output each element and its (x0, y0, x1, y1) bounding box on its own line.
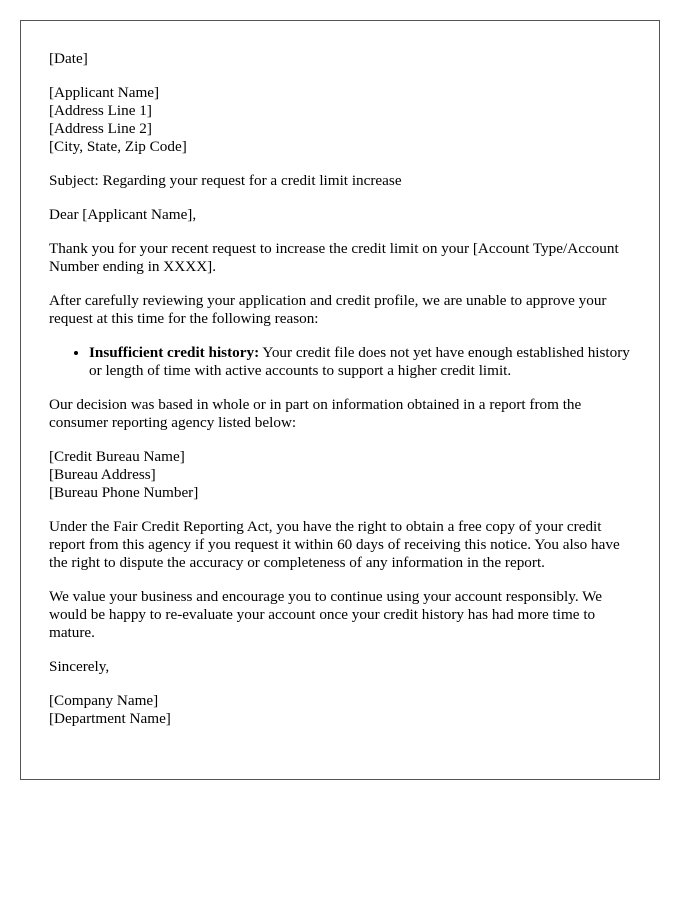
letter-salutation: Dear [Applicant Name], (49, 206, 197, 223)
letter-subject: Subject: Regarding your request for a credit limit increase (49, 172, 402, 189)
recipient-address-line-2: [Address Line 2] (49, 120, 152, 137)
paragraph-report-source: Our decision was based in whole or in part on information obtained in a report from the consumer reporting agency listed below: (49, 396, 582, 431)
letter-page (20, 20, 660, 780)
signature-department: [Department Name] (49, 710, 171, 727)
paragraph-fcra-rights: Under the Fair Credit Reporting Act, you have the right to obtain a free copy of your credit report from this agency if you request it within 60 days of receiving this notice. You also have the right to dispute the accuracy or completeness of any information in the report. (49, 518, 620, 571)
reason-list (49, 344, 631, 380)
recipient-name: [Applicant Name] (49, 84, 160, 101)
reason-text: Your credit file does not yet have enough established history or length of time with active accounts to support a higher credit limit. (89, 344, 630, 379)
paragraph-closing-note: We value your business and encourage you to continue using your account responsibly. We would be happy to re-evaluate your account once your credit history has had more time to mature. (49, 588, 603, 641)
letter-date: [Date] (49, 50, 88, 67)
paragraph-decision: After carefully reviewing your application and credit profile, we are unable to approve your request at this time for the following reason: (49, 292, 607, 327)
reason-label: Insufficient credit history: (89, 344, 260, 361)
recipient-address-line-1: [Address Line 1] (49, 102, 152, 119)
bureau-block (49, 448, 631, 502)
reason-item (89, 344, 631, 380)
bureau-phone: [Bureau Phone Number] (49, 484, 199, 501)
signature-company: [Company Name] (49, 692, 159, 709)
recipient-address-block (49, 84, 631, 156)
paragraph-thank-you: Thank you for your recent request to increase the credit limit on your [Account Type/Account Number ending in XXXX]. (49, 240, 619, 275)
signature-block (49, 692, 631, 728)
recipient-city-state-zip: [City, State, Zip Code] (49, 138, 187, 155)
letter-closing: Sincerely, (49, 658, 110, 675)
bureau-address: [Bureau Address] (49, 466, 156, 483)
bureau-name: [Credit Bureau Name] (49, 448, 185, 465)
